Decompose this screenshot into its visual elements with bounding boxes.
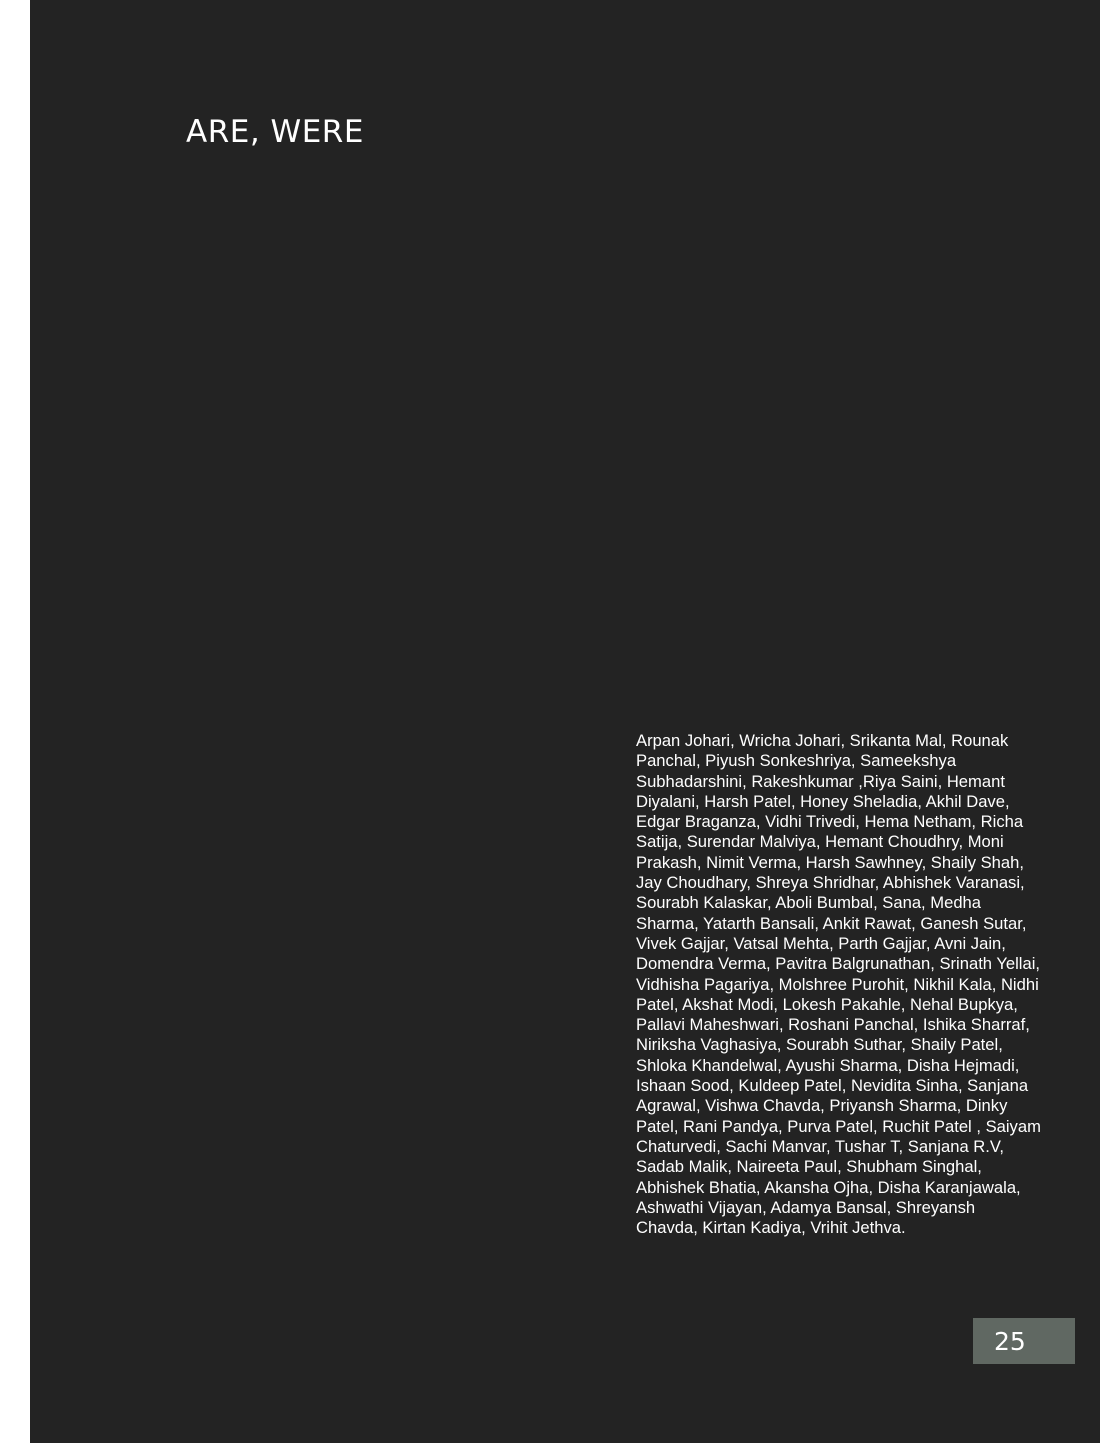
page-panel [30, 0, 1100, 1443]
contributor-names: Arpan Johari, Wricha Johari, Srikanta Mal, Rounak Panchal, Piyush Sonkeshriya, Sameekshya Subhadarshini, Rakeshkumar ,Riya Saini, Hemant Diyalani, Harsh Patel, Honey Sheladia, Akhil Dave, Edgar Braganza, Vidhi Trivedi, Hema Netham, Richa Satija, Surendar Malviya, Hemant Choudhry, Moni Prakash, Nimit Verma, Harsh Sawhney, Shaily Shah, Jay Choudhary, Shreya Shridhar, Abhishek Varanasi, Sourabh Kalaskar, Aboli Bumbal, Sana, Medha Sharma, Yatarth Bansali, Ankit Rawat, Ganesh Sutar, Vivek Gajjar, Vatsal Mehta, Parth Gajjar, Avni Jain, Domendra Verma, Pavitra Balgrunathan, Srinath Yellai, Vidhisha Pagariya, Molshree Purohit, Nikhil Kala, Nidhi Patel, Akshat Modi, Lokesh Pakahle, Nehal Bupkya, Pallavi Maheshwari, Roshani Panchal, Ishika Sharraf, Niriksha Vaghasiya, Sourabh Suthar, Shaily Patel, Shloka Khandelwal, Ayushi Sharma, Disha Hejmadi, Ishaan Sood, Kuldeep Patel, Nevidita Sinha, Sanjana Agrawal, Vishwa Chavda, Priyansh Sharma, Dinky Patel, Rani Pandya, Purva Patel, Ruchit Patel , Saiyam Chaturvedi, Sachi Manvar, Tushar T, Sanjana R.V, Sadab Malik, Naireeta Paul, Shubham Singhal, Abhishek Bhatia, Akansha Ojha, Disha Karanjawala, Ashwathi Vijayan, Adamya Bansal, Shreyansh Chavda, Kirtan Kadiya, Vrihit Jethva. [636, 731, 1041, 1238]
page-number: 25 [994, 1326, 1026, 1356]
page-title: ARE, WERE [186, 114, 364, 150]
page-number-badge [973, 1318, 1075, 1364]
